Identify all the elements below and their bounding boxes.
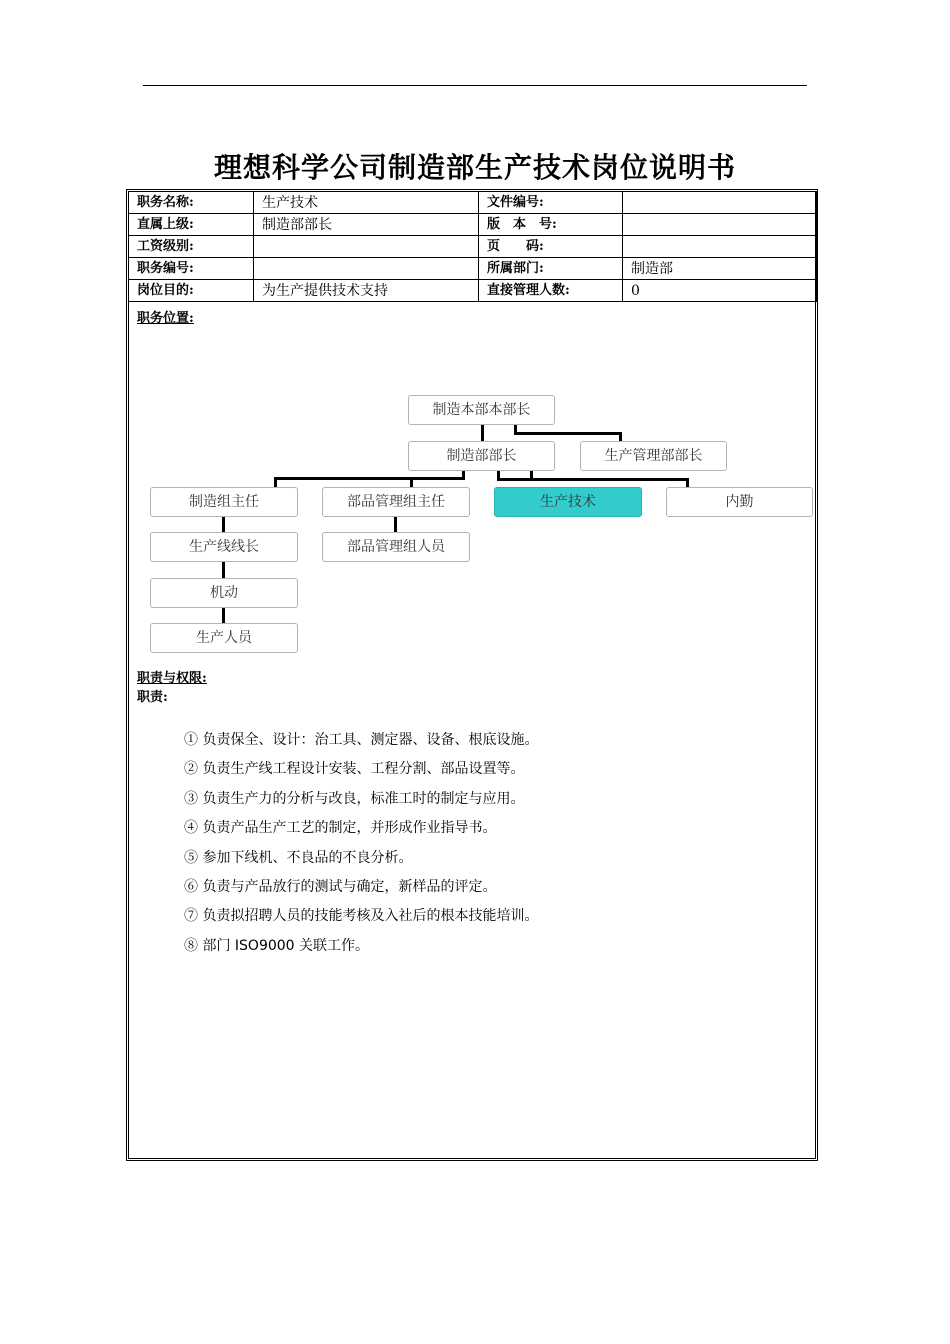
label-cell: 岗位目的: bbox=[129, 280, 254, 302]
connector-line bbox=[222, 517, 225, 533]
list-item: ⑤ 参加下线机、不良品的不良分析。 bbox=[184, 849, 413, 866]
org-node-group-leader: 制造组主任 bbox=[150, 487, 298, 517]
list-item: ⑥ 负责与产品放行的测试与确定，新样品的评定。 bbox=[184, 878, 497, 895]
org-node-top: 制造本部本部长 bbox=[408, 395, 555, 425]
org-node-office-staff: 内勤 bbox=[666, 487, 813, 517]
connector-line bbox=[394, 517, 397, 533]
connector-line bbox=[481, 424, 484, 442]
list-item: ⑧ 部门 ISO9000 关联工作。 bbox=[184, 937, 370, 954]
org-node-parts-staff: 部品管理组人员 bbox=[322, 532, 470, 562]
connector-line bbox=[274, 477, 465, 480]
list-item: ④ 负责产品生产工艺的制定，并形成作业指导书。 bbox=[184, 820, 497, 837]
org-node-production-mgmt-head: 生产管理部部长 bbox=[580, 441, 727, 471]
value-cell: 制造部 bbox=[623, 258, 817, 280]
org-node-parts-leader: 部品管理组主任 bbox=[322, 487, 470, 517]
list-item: ① 负责保全、设计：治工具、测定器、设备、根底设施。 bbox=[184, 732, 539, 748]
org-node-manufacturing-head: 制造部部长 bbox=[408, 441, 555, 471]
connector-line bbox=[514, 432, 622, 435]
label-cell: 职务名称: bbox=[129, 192, 254, 214]
org-node-production-tech: 生产技术 bbox=[494, 487, 642, 517]
label-cell: 直接管理人数: bbox=[479, 280, 623, 302]
connector-line bbox=[497, 478, 689, 481]
duties-list bbox=[184, 730, 538, 965]
duties-section-label: 职责与权限: bbox=[137, 671, 207, 686]
label-cell: 页 码: bbox=[479, 236, 623, 258]
list-item: ⑦ 负责拟招聘人员的技能考核及入社后的根本技能培训。 bbox=[184, 908, 539, 925]
label-cell: 文件编号: bbox=[479, 192, 623, 214]
list-item: ② 负责生产线工程设计安装、工程分割、部品设置等。 bbox=[184, 761, 525, 778]
label-cell: 直属上级: bbox=[129, 214, 254, 236]
connector-line bbox=[222, 562, 225, 578]
list-item: ③ 负责生产力的分析与改良，标准工时的制定与应用。 bbox=[184, 790, 525, 807]
document-title: 理想科学公司制造部生产技术岗位说明书 bbox=[213, 151, 736, 184]
org-node-flex: 机动 bbox=[150, 578, 298, 608]
org-node-line-leader: 生产线线长 bbox=[150, 532, 298, 562]
value-cell: 为生产提供技术支持 bbox=[254, 280, 479, 302]
position-section-label: 职务位置: bbox=[137, 311, 194, 326]
value-cell: 生产技术 bbox=[254, 192, 479, 214]
connector-line bbox=[222, 608, 225, 624]
label-cell: 所属部门: bbox=[479, 258, 623, 280]
value-cell: 0 bbox=[623, 280, 817, 302]
org-node-production-staff: 生产人员 bbox=[150, 623, 298, 653]
label-cell: 版 本 号: bbox=[479, 214, 623, 236]
label-cell: 职务编号: bbox=[129, 258, 254, 280]
duties-sub-label: 职责: bbox=[137, 690, 168, 705]
value-cell: 制造部部长 bbox=[254, 214, 479, 236]
label-cell: 工资级别: bbox=[129, 236, 254, 258]
